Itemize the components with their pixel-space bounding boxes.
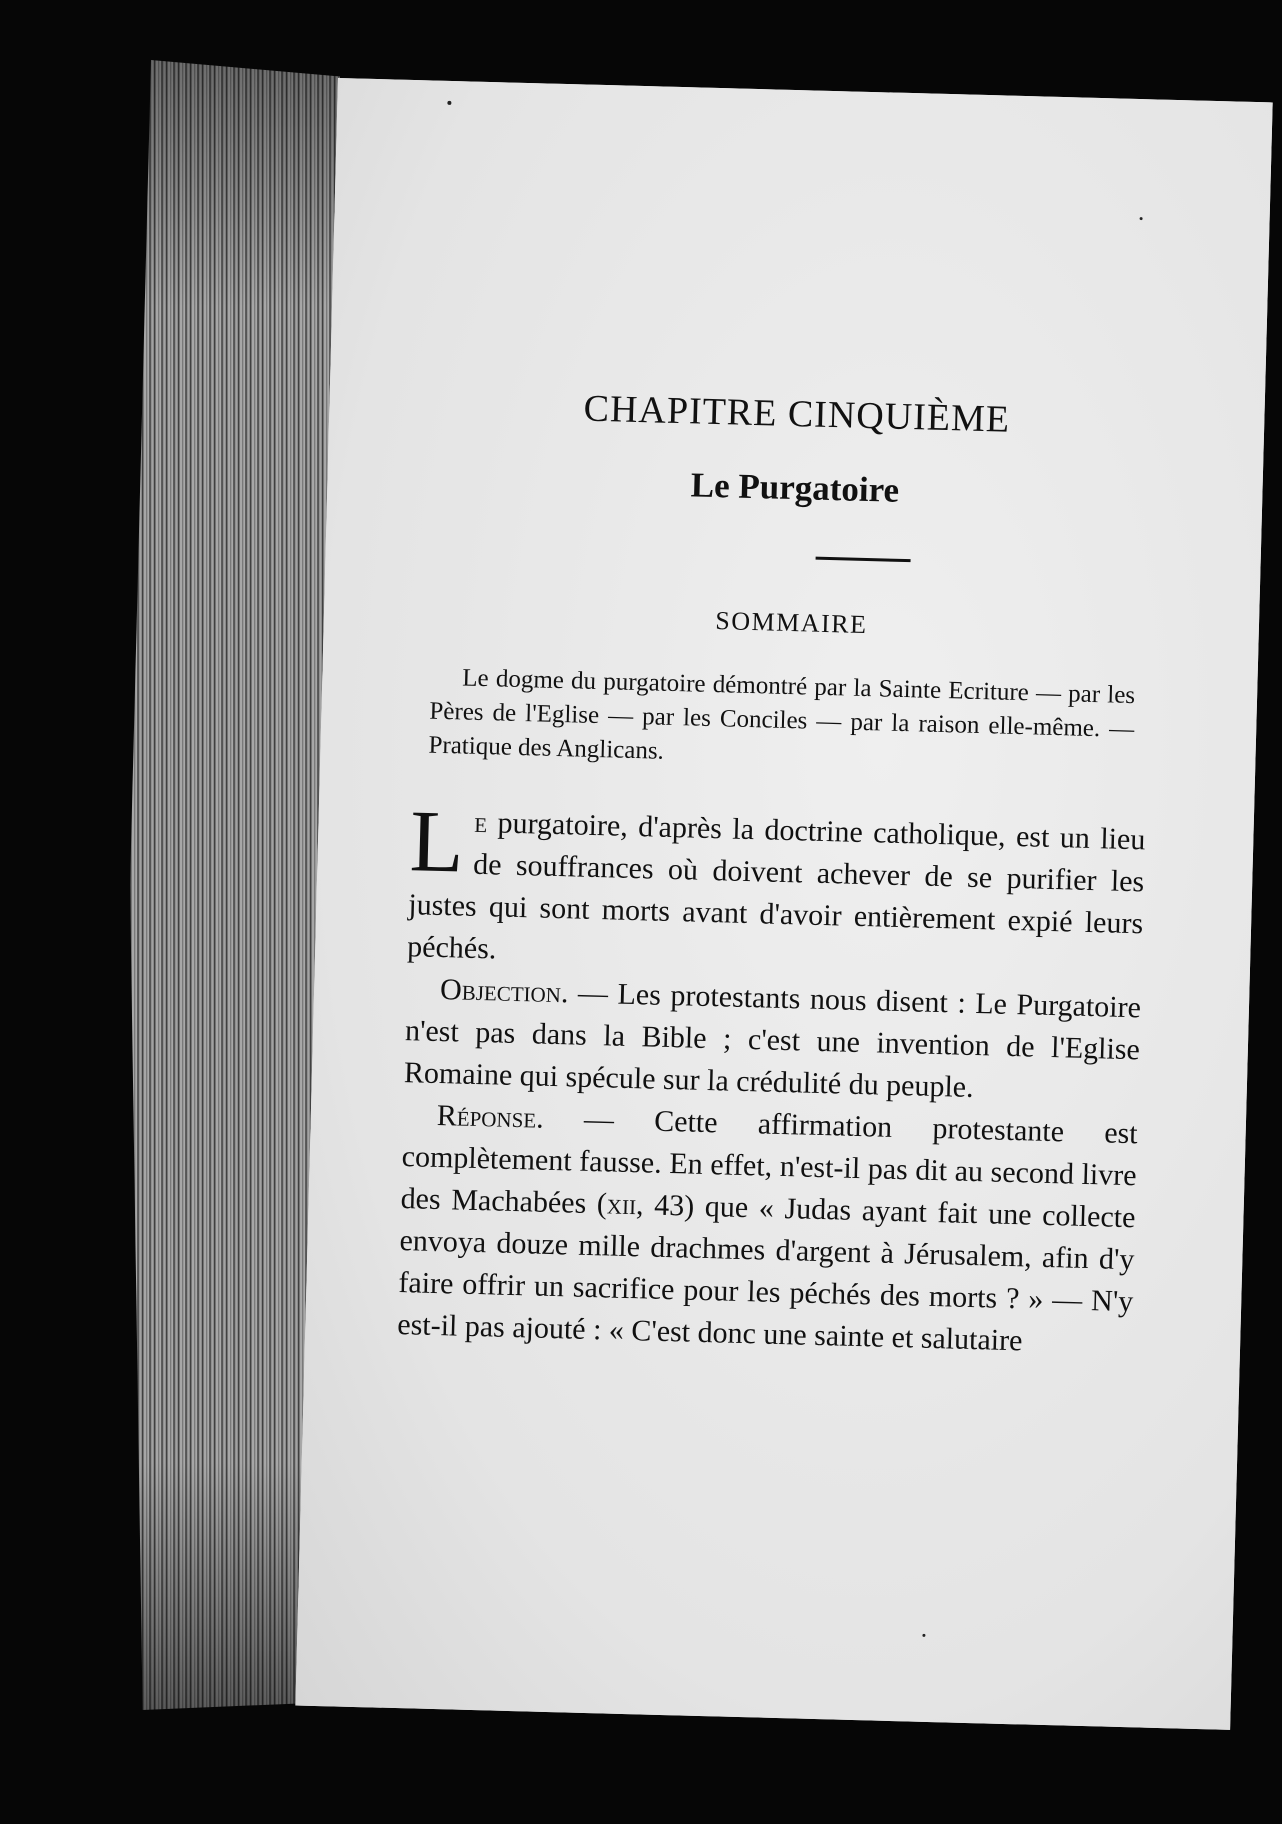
book-page	[295, 78, 1272, 1730]
body-text	[396, 793, 1146, 1365]
paragraph-definition	[406, 793, 1146, 987]
scan-speck	[1140, 217, 1143, 220]
response-label: Réponse.	[436, 1098, 545, 1135]
objection-text: — Les protestants nous disent : Le Purgatoire n'est pas dans la Bible ; c'est une invention de l'Eglise Romaine qui spécule sur la crédulité du peuple.	[403, 976, 1142, 1104]
summary-text: Le dogme du purgatoire démontré par la Sainte Ecriture — par les Pères de l'Eglise — par les Conciles — par la raison elle-même. — Pratique des Anglicans.	[428, 664, 1136, 765]
chapter-title: CHAPITRE CINQUIÈME	[583, 387, 1011, 441]
paragraph-response	[397, 1094, 1138, 1365]
paragraph-definition-text: purgatoire, d'après la doctrine catholique, est un lieu de souffrances où doivent achever de se purifier les justes qui sont morts avant d'avoir entièrement expié leurs péchés.	[406, 806, 1146, 966]
response-text-before: — Cette affirmation protestante est complètement fausse. En effet, n'est-il pas dit au second livre des Machabées (	[400, 1101, 1139, 1221]
drop-cap: L	[408, 793, 466, 892]
chapter-subtitle: Le Purgatoire	[690, 465, 900, 510]
lead-letter: e	[473, 805, 488, 840]
response-text-after: , 43) que « Judas ayant fait une collecte envoya douze mille drachmes d'argent à Jérusalem, afin d'y faire offrir un sacrifice pour les péchés des morts ? » — N'y est-il pas ajouté : « C'est donc une sainte et salutaire	[396, 1188, 1136, 1358]
scan-speck	[447, 101, 451, 105]
objection-label: Objection.	[439, 972, 569, 1010]
title-divider	[816, 557, 911, 562]
scripture-reference: xii	[606, 1187, 637, 1222]
summary-heading: SOMMAIRE	[714, 606, 868, 640]
paragraph-objection	[403, 968, 1141, 1113]
scan-speck	[922, 1634, 925, 1637]
